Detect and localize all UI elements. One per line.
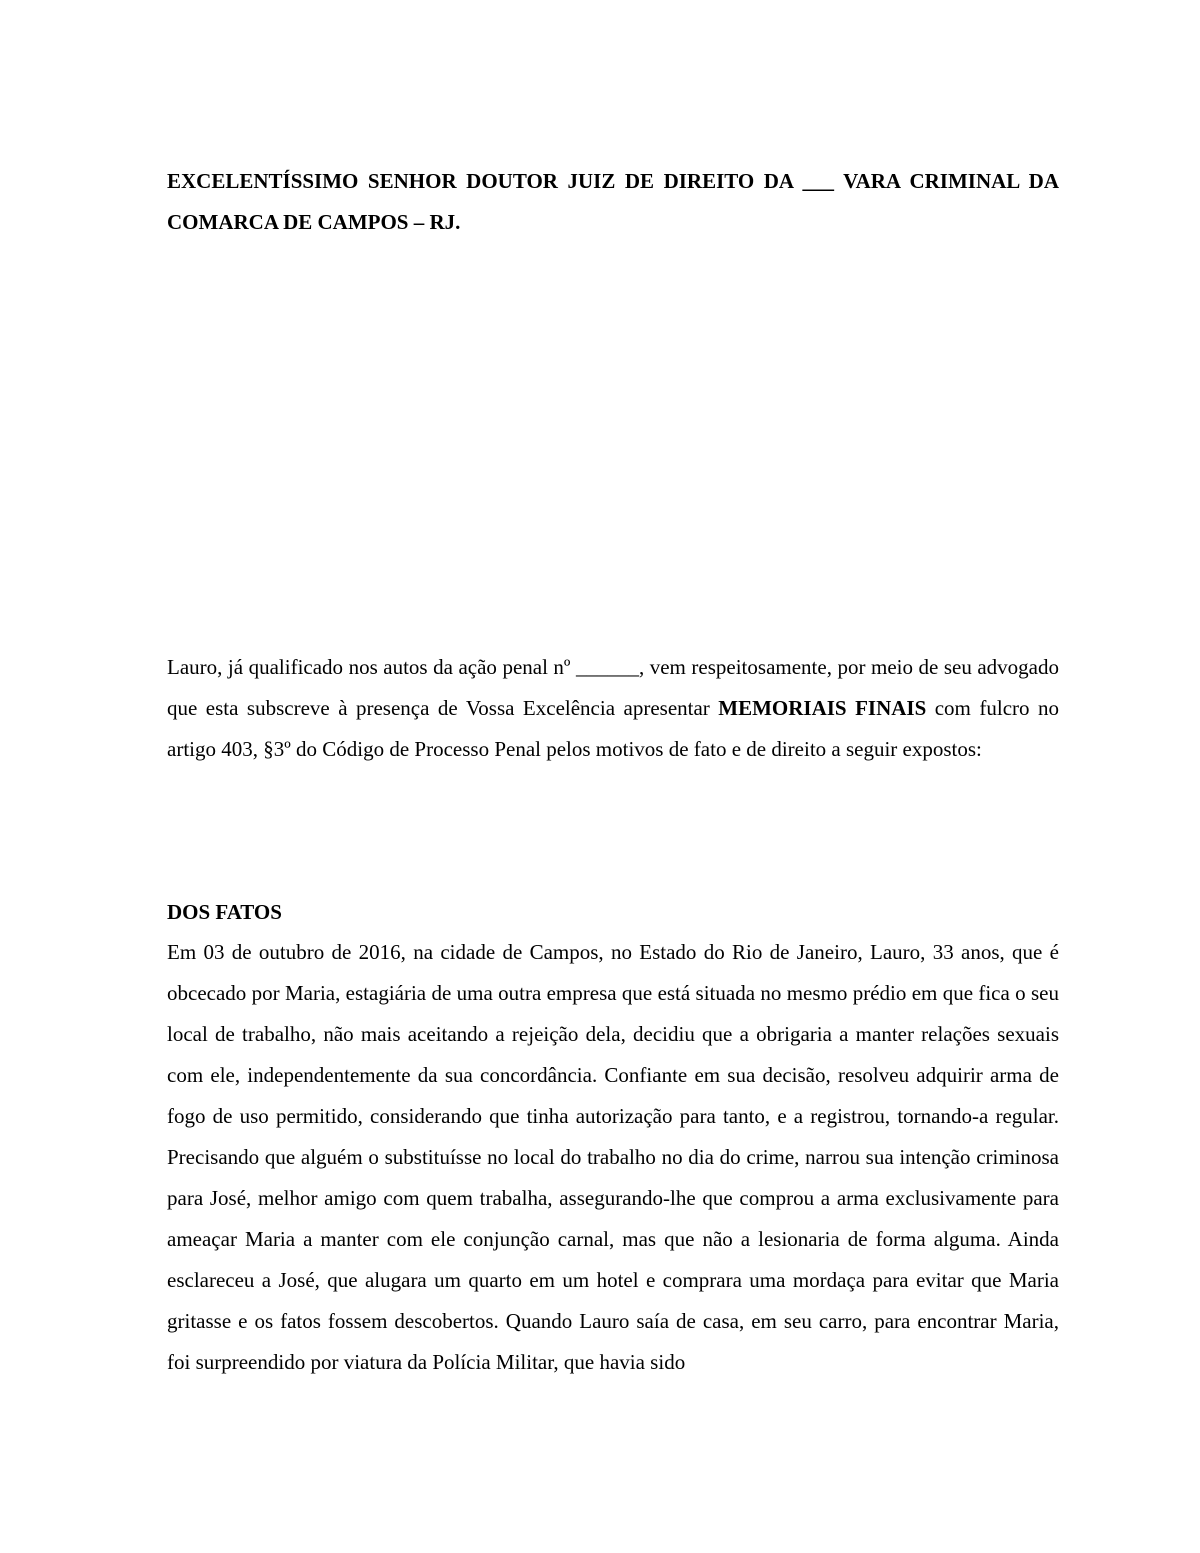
facts-paragraph (167, 932, 1059, 1383)
section-title (167, 892, 1059, 933)
facts-text: Em 03 de outubro de 2016, na cidade de Campos, no Estado do Rio de Janeiro, Lauro, 33 anos, que é obcecado por Maria, estagiária de uma outra empresa que está situada no mesmo prédio em que fica o seu local de trabalho, não mais aceitando a rejeição dela, decidiu que a obrigaria a manter relações sexuais com ele, independentemente da sua concordância. Confiante em sua decisão, resolveu adquirir arma de fogo de uso permitido, considerando que tinha autorização para tanto, e a registrou, tornando-a regular. Precisando que alguém o substituísse no local do trabalho no dia do crime, narrou sua intenção criminosa para José, melhor amigo com quem trabalha, assegurando-lhe que comprou a arma exclusivamente para ameaçar Maria a manter com ele conjunção carnal, mas que não a lesionaria de forma alguma. Ainda esclareceu a José, que alugara um quarto em um hotel e comprara uma mordaça para evitar que Maria gritasse e os fatos fossem descobertos. Quando Lauro saía de casa, em seu carro, para encontrar Maria, foi surpreendido por viatura da Polícia Militar, que havia sido (167, 940, 1059, 1374)
intro-part-1: Lauro, já qualificado nos autos da ação penal nº ______, vem respeitosamente, por meio de seu advogado que esta subscreve à presença de Vossa Excelência apresentar (167, 655, 1059, 720)
intro-part-2: com fulcro no artigo 403, §3º do Código de Processo Penal pelos motivos de fato e de direito a seguir expostos: (167, 696, 1059, 761)
intro-bold-title: MEMORIAIS FINAIS (718, 696, 927, 720)
section-title-text: DOS FATOS (167, 900, 282, 924)
intro-paragraph (167, 647, 1059, 770)
document-heading (167, 161, 1059, 243)
intro-text (167, 647, 1059, 770)
heading-text: EXCELENTÍSSIMO SENHOR DOUTOR JUIZ DE DIREITO DA ___ VARA CRIMINAL DA COMARCA DE CAMPOS – RJ. (167, 169, 1059, 234)
